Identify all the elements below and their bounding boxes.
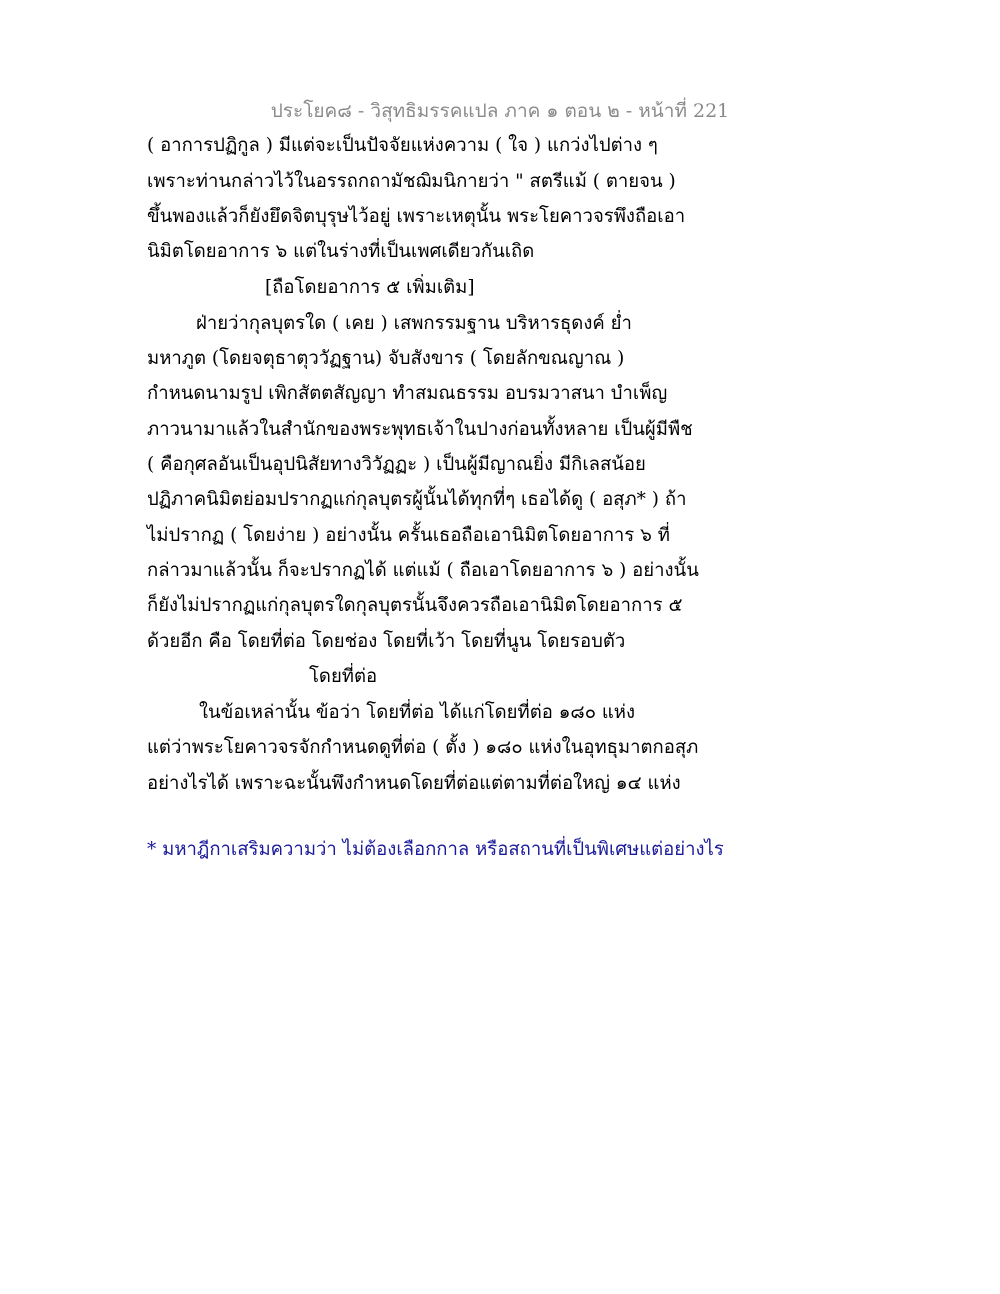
text-line: เพราะท่านกล่าวไว้ในอรรถกถามัชฌิมนิกายว่า " สตรีแม้ ( ตายจน ) bbox=[147, 171, 676, 192]
text-line: มหาภูต (โดยจตุธาตุววัฏฐาน) จับสังขาร ( โดยลักขณญาณ ) bbox=[147, 348, 625, 369]
text-line: ฝ่ายว่ากุลบุตรใด ( เคย ) เสพกรรมฐาน บริหารธุดงค์ ย่ำ bbox=[196, 313, 632, 334]
text-line: แต่ว่าพระโยคาวจรจักกำหนดดูที่ต่อ ( ตั้ง ) ๑๘๐ แห่งในอุทธุมาตกอสุภ bbox=[147, 737, 699, 758]
text-line: อย่างไรได้ เพราะฉะนั้นพึงกำหนดโดยที่ต่อแต่ตามที่ต่อใหญ่ ๑๔ แห่ง bbox=[147, 773, 681, 794]
text-line: ขึ้นพองแล้วก็ยังยึดจิตบุรุษไว้อยู่ เพราะเหตุนั้น พระโยคาวจรพึงถือเอา bbox=[147, 206, 686, 227]
text-line: ในข้อเหล่านั้น ข้อว่า โดยที่ต่อ ได้แก่โดยที่ต่อ ๑๘๐ แห่ง bbox=[199, 702, 636, 723]
section-heading: โดยที่ต่อ bbox=[309, 666, 378, 687]
footnote: * มหาฎีกาเสริมความว่า ไม่ต้องเลือกกาล หรือสถานที่เป็นพิเศษแต่อย่างไร bbox=[147, 839, 724, 860]
text-line: กล่าวมาแล้วนั้น ก็จะปรากฏได้ แต่แม้ ( ถือเอาโดยอาการ ๖ ) อย่างนั้น bbox=[147, 560, 699, 581]
text-line: ไม่ปรากฏ ( โดยง่าย ) อย่างนั้น ครั้นเธอถือเอานิมิตโดยอาการ ๖ ที่ bbox=[147, 525, 670, 546]
text-line: ( อาการปฏิกูล ) มีแต่จะเป็นปัจจัยแห่งความ ( ใจ ) แกว่งไปต่าง ๆ bbox=[147, 135, 658, 156]
section-heading: [ถือโดยอาการ ๕ เพิ่มเติม] bbox=[265, 277, 475, 298]
text-line: ปฏิภาคนิมิตย่อมปรากฏแก่กุลบุตรผู้นั้นได้ทุกที่ๆ เธอได้ดู ( อสุภ* ) ถ้า bbox=[147, 489, 687, 510]
page-header: ประโยค๘ - วิสุทธิมรรคแปล ภาค ๑ ตอน ๒ - หน้าที่ 221 bbox=[270, 100, 730, 122]
text-line: ด้วยอีก คือ โดยที่ต่อ โดยช่อง โดยที่เว้า โดยที่นูน โดยรอบตัว bbox=[147, 631, 626, 652]
text-line: ( คือกุศลอันเป็นอุปนิสัยทางวิวัฏฏะ ) เป็นผู้มีญาณยิ่ง มีกิเลสน้อย bbox=[147, 454, 646, 475]
text-line: ภาวนามาแล้วในสำนักของพระพุทธเจ้าในปางก่อนทั้งหลาย เป็นผู้มีพืช bbox=[147, 419, 693, 440]
text-line: กำหนดนามรูป เพิกสัตตสัญญา ทำสมณธรรม อบรมวาสนา บำเพ็ญ bbox=[147, 383, 668, 404]
text-line: ก็ยังไม่ปรากฏแก่กุลบุตรใดกุลบุตรนั้นจึงควรถือเอานิมิตโดยอาการ ๕ bbox=[147, 595, 683, 616]
text-line: นิมิตโดยอาการ ๖ แต่ในร่างที่เป็นเพศเดียวกันเถิด bbox=[147, 241, 535, 262]
